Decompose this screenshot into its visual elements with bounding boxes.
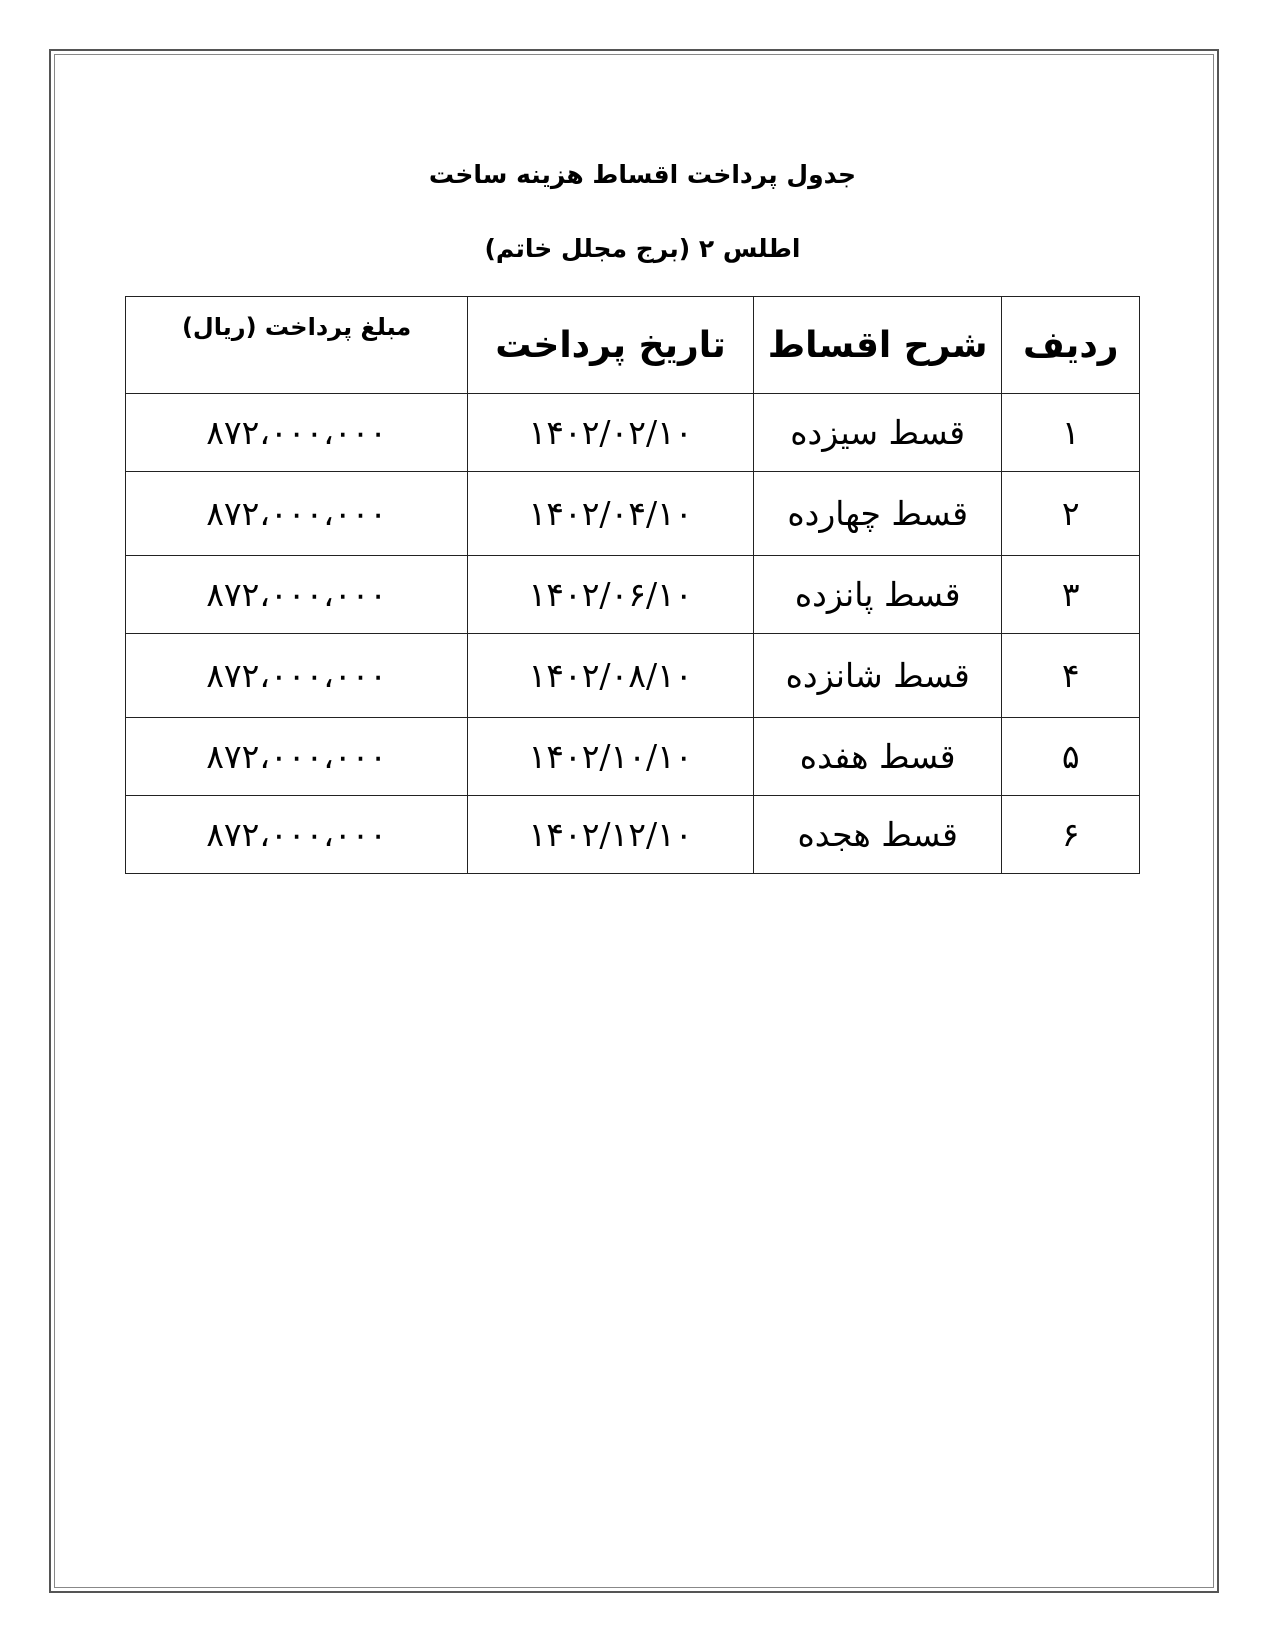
cell-row-number: ۵ <box>1002 718 1140 796</box>
table-row <box>126 556 1140 634</box>
table-row <box>126 796 1140 874</box>
header-row-number: ردیف <box>1002 297 1140 394</box>
cell-description: قسط پانزده <box>753 556 1002 634</box>
header-description: شرح اقساط <box>753 297 1002 394</box>
cell-row-number: ۱ <box>1002 394 1140 472</box>
header-payment-date: تاریخ پرداخت <box>468 297 754 394</box>
cell-payment-amount: ۸۷۲،۰۰۰،۰۰۰ <box>126 718 468 796</box>
document-title: جدول پرداخت اقساط هزینه ساخت <box>428 160 857 189</box>
cell-description: قسط هفده <box>753 718 1002 796</box>
cell-description: قسط هجده <box>753 796 1002 874</box>
document-subtitle: اطلس ۲ (برج مجلل خاتم) <box>484 234 801 263</box>
table-row <box>126 634 1140 718</box>
cell-payment-date: ۱۴۰۲/۰۴/۱۰ <box>468 472 754 556</box>
cell-row-number: ۳ <box>1002 556 1140 634</box>
cell-payment-date: ۱۴۰۲/۰۲/۱۰ <box>468 394 754 472</box>
cell-payment-date: ۱۴۰۲/۱۰/۱۰ <box>468 718 754 796</box>
cell-payment-amount: ۸۷۲،۰۰۰،۰۰۰ <box>126 556 468 634</box>
cell-payment-amount: ۸۷۲،۰۰۰،۰۰۰ <box>126 796 468 874</box>
table-header-row <box>126 297 1140 394</box>
installment-table <box>125 296 1140 874</box>
table-row <box>126 472 1140 556</box>
table-row <box>126 718 1140 796</box>
cell-payment-amount: ۸۷۲،۰۰۰،۰۰۰ <box>126 634 468 718</box>
cell-row-number: ۲ <box>1002 472 1140 556</box>
table-row <box>126 394 1140 472</box>
cell-payment-date: ۱۴۰۲/۰۶/۱۰ <box>468 556 754 634</box>
cell-row-number: ۴ <box>1002 634 1140 718</box>
cell-description: قسط سیزده <box>753 394 1002 472</box>
cell-payment-amount: ۸۷۲،۰۰۰،۰۰۰ <box>126 472 468 556</box>
cell-description: قسط شانزده <box>753 634 1002 718</box>
cell-payment-amount: ۸۷۲،۰۰۰،۰۰۰ <box>126 394 468 472</box>
cell-row-number: ۶ <box>1002 796 1140 874</box>
cell-payment-date: ۱۴۰۲/۰۸/۱۰ <box>468 634 754 718</box>
cell-description: قسط چهارده <box>753 472 1002 556</box>
header-payment-amount: مبلغ پرداخت (ریال) <box>126 297 468 394</box>
cell-payment-date: ۱۴۰۲/۱۲/۱۰ <box>468 796 754 874</box>
